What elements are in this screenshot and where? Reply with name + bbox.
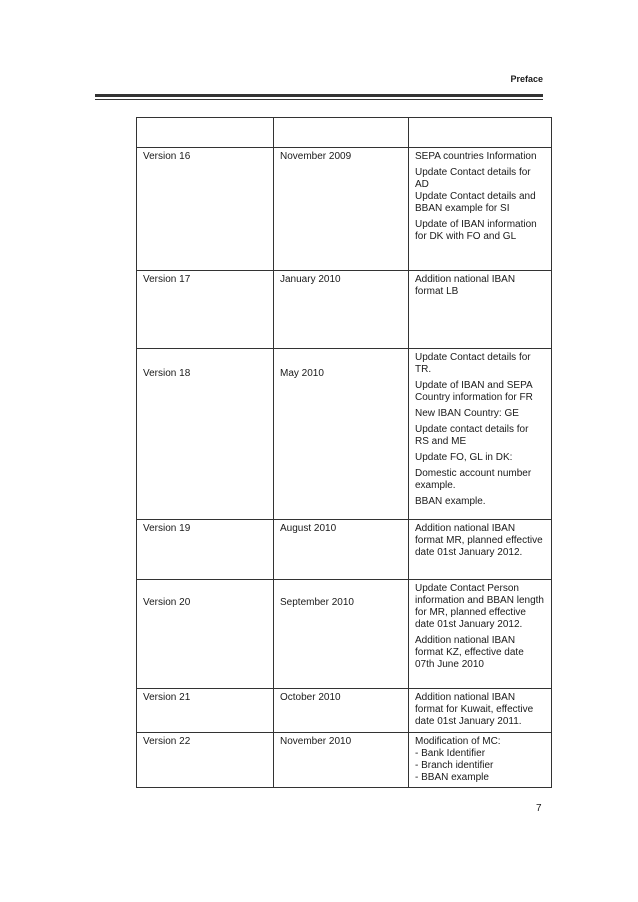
change-entry: Update Contact Person information and BBAN length for MR, planned effective date 01st January 2012. [415, 583, 544, 630]
changes-cell [409, 733, 552, 788]
table-row [137, 733, 552, 788]
date-cell: August 2010 [274, 520, 409, 580]
table-header-row [137, 118, 552, 148]
version-label: Version 18 [143, 368, 191, 379]
version-cell [137, 349, 274, 520]
date-cell: November 2009 [274, 148, 409, 271]
date-cell [274, 349, 409, 520]
change-entry: Update Contact details and BBAN example for SI [415, 191, 536, 214]
change-entry: Update Contact details for AD [415, 167, 531, 190]
header-cell [409, 118, 552, 148]
change-entry: Update contact details for RS and ME [415, 424, 529, 447]
change-entry: Update Contact details for TR. [415, 352, 531, 375]
version-cell: Version 21 [137, 689, 274, 733]
table-row [137, 271, 552, 349]
version-label: Version 20 [143, 597, 191, 608]
header-rule-thick [95, 94, 543, 97]
table-row [137, 349, 552, 520]
changes-cell [409, 271, 552, 349]
change-entry: BBAN example. [415, 496, 486, 507]
page-number: 7 [536, 803, 542, 814]
change-entry: Addition national IBAN format MR, planned effective date 01st January 2012. [415, 523, 543, 558]
table-row [137, 520, 552, 580]
header-rule-thin [95, 99, 543, 100]
version-cell: Version 16 [137, 148, 274, 271]
change-entry: - Branch identifier [415, 760, 494, 771]
table-row [137, 580, 552, 689]
changes-cell [409, 148, 552, 271]
change-entry: Update of IBAN and SEPA Country information for FR [415, 380, 533, 403]
page-header-title: Preface [510, 74, 543, 84]
version-cell: Version 17 [137, 271, 274, 349]
version-cell: Version 22 [137, 733, 274, 788]
change-entry: - Bank Identifier [415, 748, 486, 759]
date-cell: January 2010 [274, 271, 409, 349]
header-cell [274, 118, 409, 148]
change-entry: Update FO, GL in DK: [415, 452, 513, 463]
version-cell [137, 580, 274, 689]
changes-cell [409, 580, 552, 689]
version-history-table [136, 117, 552, 788]
change-entry: Modification of MC: [415, 736, 501, 747]
date-cell [274, 580, 409, 689]
change-entry: New IBAN Country: GE [415, 408, 519, 419]
changes-cell [409, 689, 552, 733]
date-cell: October 2010 [274, 689, 409, 733]
change-entry: Addition national IBAN format KZ, effective date 07th June 2010 [415, 635, 524, 670]
change-entry: Addition national IBAN format for Kuwait, effective date 01st January 2011. [415, 692, 534, 727]
table-row [137, 148, 552, 271]
table-row [137, 689, 552, 733]
date-cell: November 2010 [274, 733, 409, 788]
change-entry: SEPA countries Information [415, 151, 537, 162]
change-entry: Update of IBAN information for DK with FO and GL [415, 219, 537, 242]
changes-cell [409, 349, 552, 520]
change-entry: Domestic account number example. [415, 468, 532, 491]
changes-cell [409, 520, 552, 580]
date-label: September 2010 [280, 597, 354, 608]
change-entry: Addition national IBAN format LB [415, 274, 516, 297]
date-label: May 2010 [280, 368, 324, 379]
change-entry: - BBAN example [415, 772, 489, 783]
header-cell [137, 118, 274, 148]
version-cell: Version 19 [137, 520, 274, 580]
